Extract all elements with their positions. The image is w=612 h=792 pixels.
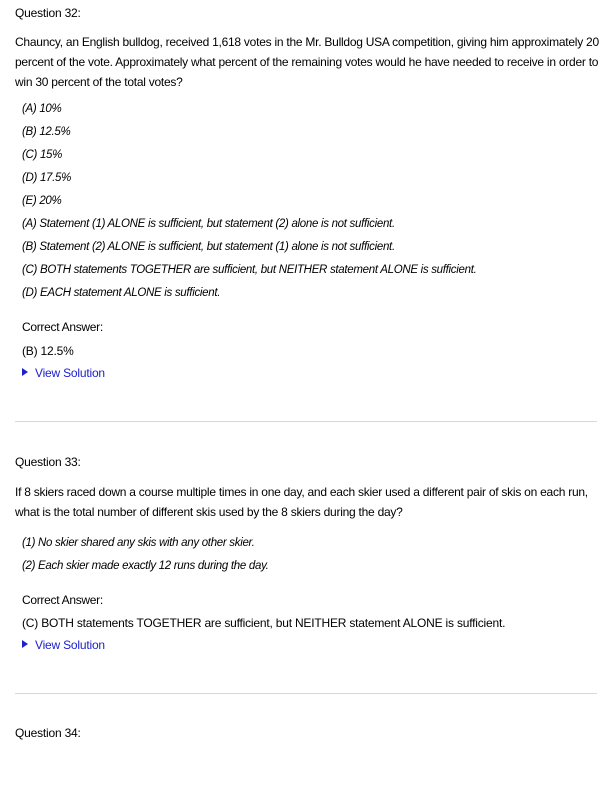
question-32-ds-option-a: (A) Statement (1) ALONE is sufficient, but statement (2) alone is not sufficient. — [22, 218, 395, 230]
question-32-option-b: (B) 12.5% — [22, 126, 71, 138]
question-32-option-c: (C) 15% — [22, 149, 63, 161]
question-33-text: If 8 skiers raced down a course multiple times in one day, and each skier used a different pair of skis on each run, what is the total number of different skis used by the 8 skiers during the day? — [15, 485, 588, 519]
question-32-heading: Question 32: — [15, 6, 81, 20]
question-32-option-d: (D) 17.5% — [22, 172, 72, 184]
view-solution-label: View Solution — [35, 366, 105, 380]
question-32-option-a: (A) 10% — [22, 103, 62, 115]
question-34-heading: Question 34: — [15, 726, 81, 740]
divider — [15, 421, 597, 422]
question-33-heading: Question 33: — [15, 455, 81, 469]
question-32-ds-option-d: (D) EACH statement ALONE is sufficient. — [22, 287, 221, 299]
question-32-correct-answer-label: Correct Answer: — [22, 320, 103, 334]
triangle-right-icon — [22, 368, 28, 376]
question-33-view-solution-link[interactable] — [22, 638, 105, 653]
view-solution-label: View Solution — [35, 638, 105, 652]
question-32-ds-option-b: (B) Statement (2) ALONE is sufficient, but statement (1) alone is not sufficient. — [22, 241, 395, 253]
question-33-correct-answer-label: Correct Answer: — [22, 593, 103, 607]
question-32-view-solution-link[interactable] — [22, 366, 105, 381]
question-33-statement-1: (1) No skier shared any skis with any other skier. — [22, 537, 255, 549]
question-32-ds-option-c: (C) BOTH statements TOGETHER are sufficient, but NEITHER statement ALONE is sufficient. — [22, 264, 477, 276]
question-32-option-e: (E) 20% — [22, 195, 62, 207]
triangle-right-icon — [22, 640, 28, 648]
divider — [15, 693, 597, 694]
question-33-statement-2: (2) Each skier made exactly 12 runs during the day. — [22, 560, 269, 572]
question-33-correct-answer-value: (C) BOTH statements TOGETHER are sufficient, but NEITHER statement ALONE is sufficient. — [22, 616, 506, 630]
question-32-correct-answer-value: (B) 12.5% — [22, 344, 74, 358]
question-32-text: Chauncy, an English bulldog, received 1,618 votes in the Mr. Bulldog USA competition, giving him approximately 20 percent of the vote. Approximately what percent of the remaining votes would he have needed to receive in order to win 30 percent of the total votes? — [15, 35, 599, 89]
